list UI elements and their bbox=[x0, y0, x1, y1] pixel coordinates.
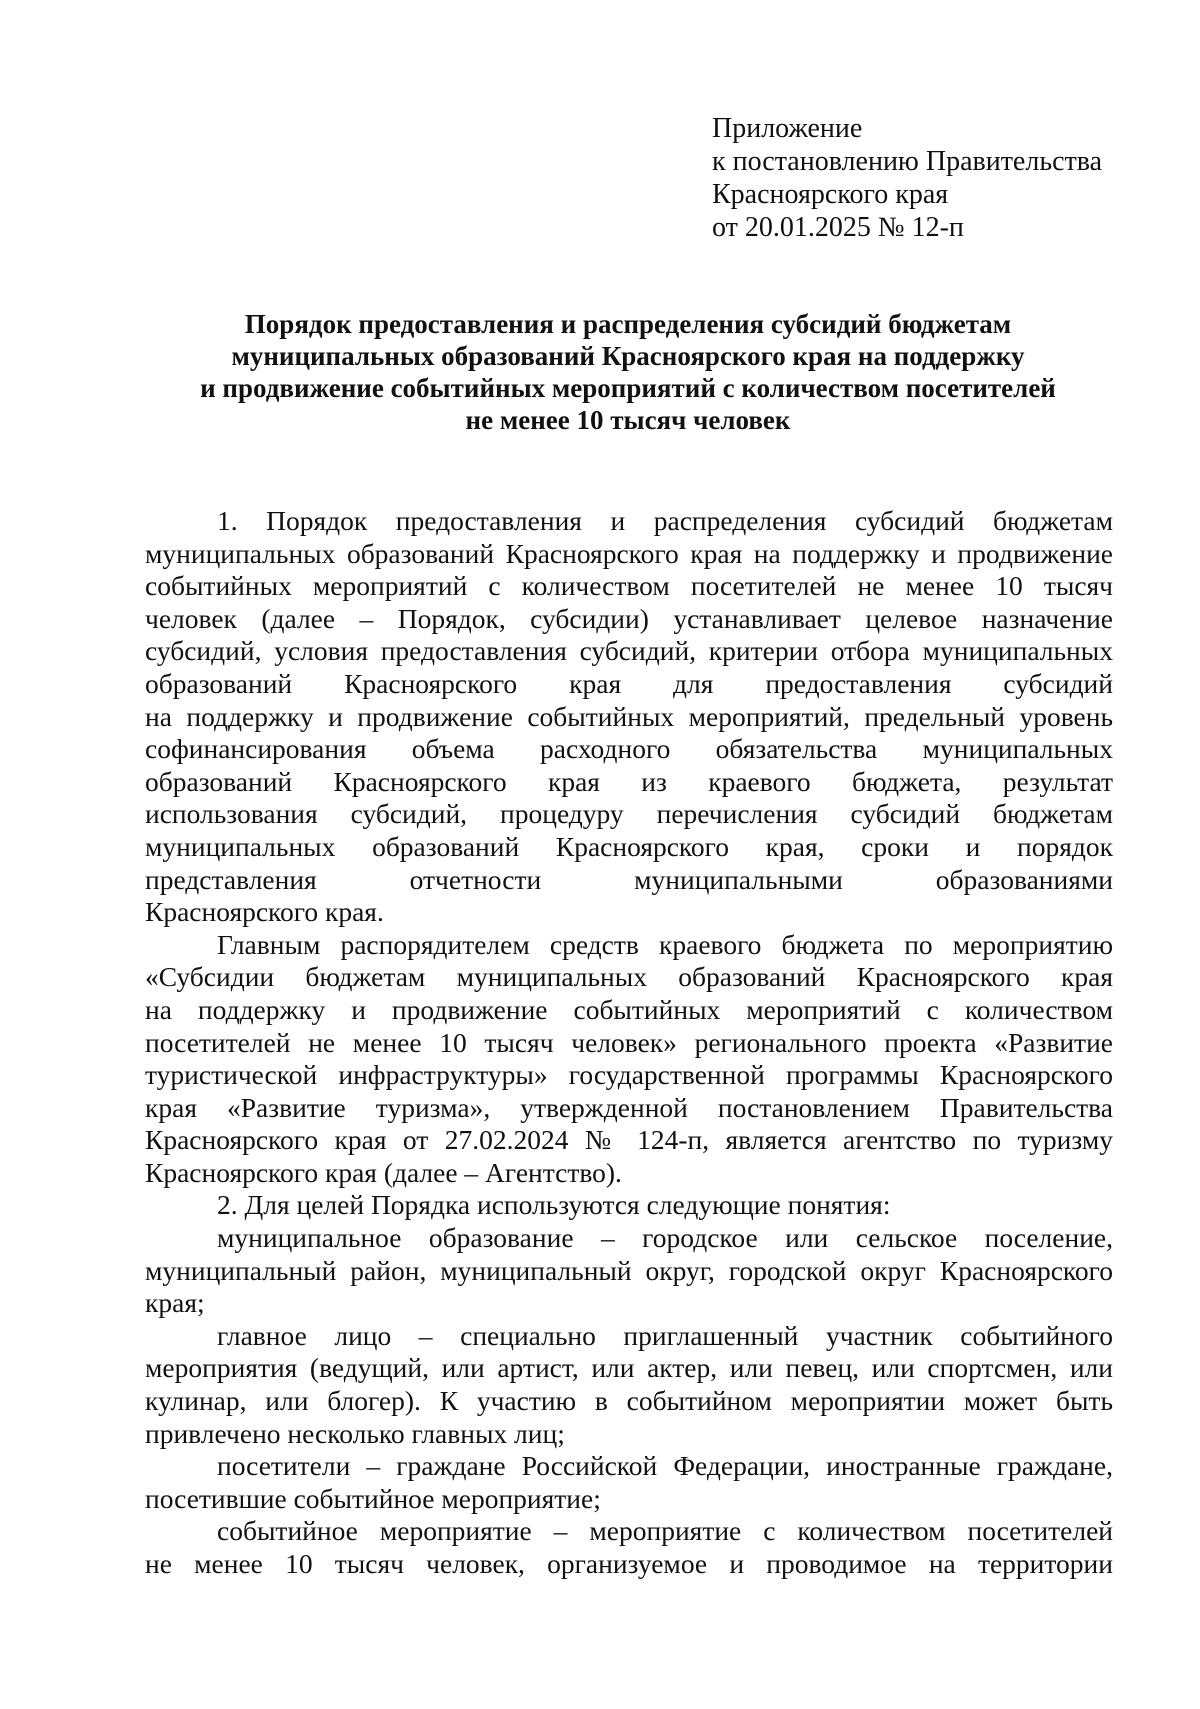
body-line: человек (далее – Порядок, субсидии) устанавливает целевое назначение bbox=[145, 602, 1113, 634]
body-line: «Субсидии бюджетам муниципальных образований Красноярского края bbox=[145, 961, 1113, 993]
title-line: не менее 10 тысяч человек bbox=[465, 405, 791, 435]
body-line: края «Развитие туризма», утвержденной постановлением Правительства bbox=[145, 1091, 1113, 1123]
body-line: посетители – граждане Российской Федерации, иностранные граждане, bbox=[217, 1450, 1113, 1482]
body-line: на поддержку и продвижение событийных мероприятий с количеством bbox=[145, 993, 1113, 1025]
body-line: представления отчетности муниципальными образованиями bbox=[145, 863, 1113, 895]
body-line: туристической инфраструктуры» государственной программы Красноярского bbox=[145, 1059, 1113, 1091]
body-line: событийных мероприятий с количеством посетителей не менее 10 тысяч bbox=[145, 570, 1113, 602]
body-line: 1. Порядок предоставления и распределения субсидий бюджетам bbox=[217, 505, 1113, 536]
body-line: муниципальных образований Красноярского края, сроки и порядок bbox=[145, 830, 1113, 862]
body-line: посетившие событийное мероприятие; bbox=[145, 1482, 601, 1514]
body-line: использования субсидий, процедуру перечисления субсидий бюджетам bbox=[145, 798, 1113, 830]
body-line: мероприятия (ведущий, или артист, или актер, или певец, или спортсмен, или bbox=[145, 1352, 1113, 1384]
title-line: Порядок предоставления и распределения субсидий бюджетам bbox=[244, 309, 1012, 339]
body-line: Красноярского края (далее – Агентство). bbox=[145, 1156, 622, 1188]
body-line: 2. Для целей Порядка используются следующие понятия: bbox=[217, 1189, 891, 1221]
body-line: субсидий, условия предоставления субсидий, критерии отбора муниципальных bbox=[145, 635, 1113, 667]
body-line: Красноярского края от 27.02.2024 № 124-п, является агентство по туризму bbox=[145, 1124, 1113, 1156]
title-line: и продвижение событийных мероприятий с количеством посетителей bbox=[200, 373, 1056, 403]
body-line: Красноярского края. bbox=[145, 896, 384, 928]
body-line: образований Красноярского края для предоставления субсидий bbox=[145, 667, 1113, 699]
appendix-line: к постановлению Правительства bbox=[712, 146, 1103, 177]
appendix-line: Приложение bbox=[712, 113, 863, 144]
body-line: на поддержку и продвижение событийных мероприятий, предельный уровень bbox=[145, 700, 1113, 732]
body-line: Главным распорядителем средств краевого бюджета по мероприятию bbox=[217, 928, 1113, 960]
body-line: софинансирования объема расходного обязательства муниципальных bbox=[145, 733, 1113, 765]
document-title bbox=[140, 308, 1116, 436]
body-line: кулинар, или блогер). К участию в событийном мероприятии может быть bbox=[145, 1385, 1113, 1417]
body-line: главное лицо – специально приглашенный участник событийного bbox=[217, 1319, 1113, 1351]
body-line: привлечено несколько главных лиц; bbox=[145, 1417, 565, 1449]
body-line: муниципальных образований Красноярского края на поддержку и продвижение bbox=[145, 537, 1113, 569]
body-line: событийное мероприятие – мероприятие с количеством посетителей bbox=[217, 1515, 1113, 1547]
document-body bbox=[145, 505, 1113, 1581]
body-line: не менее 10 тысяч человек, организуемое и проводимое на территории bbox=[145, 1548, 1113, 1579]
appendix-block bbox=[712, 112, 1132, 244]
body-line: муниципальное образование – городское или сельское поселение, bbox=[217, 1222, 1113, 1254]
body-line: посетителей не менее 10 тысяч человек» регионального проекта «Развитие bbox=[145, 1026, 1113, 1058]
body-line: образований Красноярского края из краевого бюджета, результат bbox=[145, 765, 1113, 797]
body-line: края; bbox=[145, 1287, 205, 1319]
appendix-line: Красноярского края bbox=[712, 179, 949, 210]
title-line: муниципальных образований Красноярского края на поддержку bbox=[231, 341, 1025, 371]
appendix-line: от 20.01.2025 № 12-п bbox=[712, 212, 964, 243]
body-line: муниципальный район, муниципальный округ, городской округ Красноярского bbox=[145, 1254, 1113, 1286]
